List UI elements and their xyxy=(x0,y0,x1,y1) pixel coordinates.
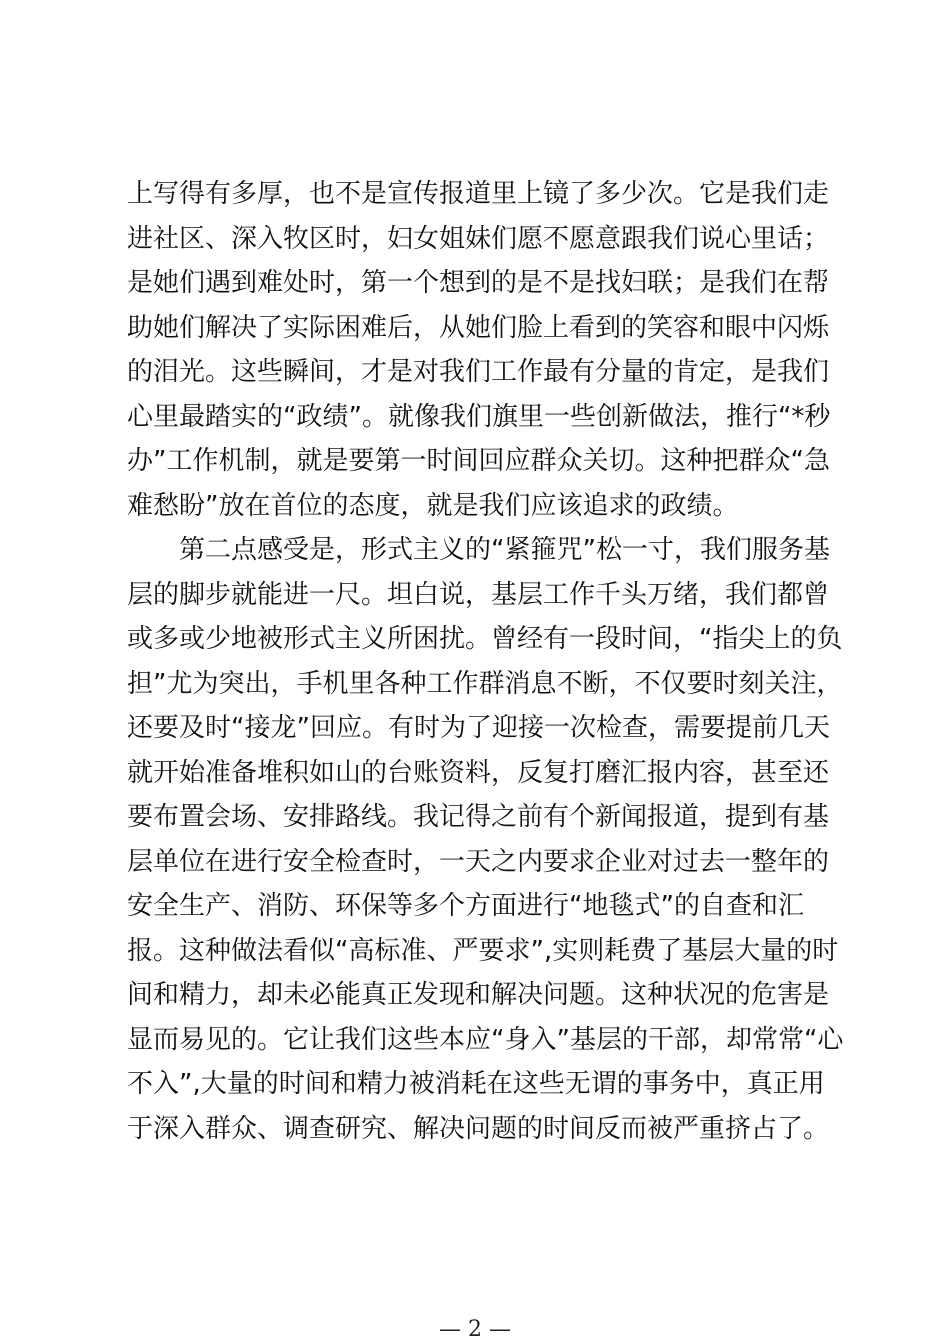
paragraph-2 xyxy=(127,528,844,1151)
text-line: 心里最踏实的“政绩”。就像我们旗里一些创新做法，推行“*秒 xyxy=(127,401,831,432)
text-line: 是她们遇到难处时，第一个想到的是不是找妇联；是我们在帮 xyxy=(127,268,830,298)
page-number: — 2 — xyxy=(439,1317,511,1342)
text-line: 助她们解决了实际困难后，从她们脸上看到的笑容和眼中闪烁 xyxy=(127,312,830,343)
text-line: 难愁盼”放在首位的态度，就是我们应该追求的政绩。 xyxy=(127,490,739,521)
text-line: 进社区、深入牧区时，妇女姐妹们愿不愿意跟我们说心里话； xyxy=(127,223,830,254)
text-line: 担”尤为突出，手机里各种工作群消息不断，不仅要时刻关注， xyxy=(127,668,843,699)
paragraph-1 xyxy=(127,172,831,528)
text-line: 上写得有多厚，也不是宣传报道里上镜了多少次。它是我们走 xyxy=(127,179,830,209)
text-line: 显而易见的。它让我们这些本应“身入”基层的干部，却常常“心 xyxy=(127,1024,844,1055)
text-line: 层的脚步就能进一尺。坦白说，基层工作千头万绪，我们都曾 xyxy=(127,579,830,610)
text-line: 于深入群众、调查研究、解决问题的时间反而被严重挤占了。 xyxy=(127,1113,830,1144)
text-line: 报。这种做法看似“高标准、严要求”,实则耗费了基层大量的时 xyxy=(127,935,839,966)
text-line: 第二点感受是，形式主义的“紧箍咒”松一寸，我们服务基 xyxy=(179,535,830,565)
text-line: 还要及时“接龙”回应。有时为了迎接一次检查，需要提前几天 xyxy=(127,713,830,743)
text-line: 安全生产、消防、环保等多个方面进行“地毯式”的自查和汇 xyxy=(127,891,804,921)
text-line: 的泪光。这些瞬间，才是对我们工作最有分量的肯定，是我们 xyxy=(127,357,830,387)
text-line: 办”工作机制，就是要第一时间回应群众关切。这种把群众“急 xyxy=(127,446,830,476)
text-line: 层单位在进行安全检查时，一天之内要求企业对过去一整年的 xyxy=(127,846,830,877)
text-line: 或多或少地被形式主义所困扰。曾经有一段时间，“指尖上的负 xyxy=(127,624,843,654)
body-text xyxy=(127,172,844,1151)
text-line: 就开始准备堆积如山的台账资料，反复打磨汇报内容，甚至还 xyxy=(127,757,830,788)
text-line: 间和精力，却未必能真正发现和解决问题。这种状况的危害是 xyxy=(127,980,830,1010)
text-line: 要布置会场、安排路线。我记得之前有个新闻报道，提到有基 xyxy=(127,802,830,832)
text-line: 不入”,大量的时间和精力被消耗在这些无谓的事务中，真正用 xyxy=(127,1069,825,1099)
